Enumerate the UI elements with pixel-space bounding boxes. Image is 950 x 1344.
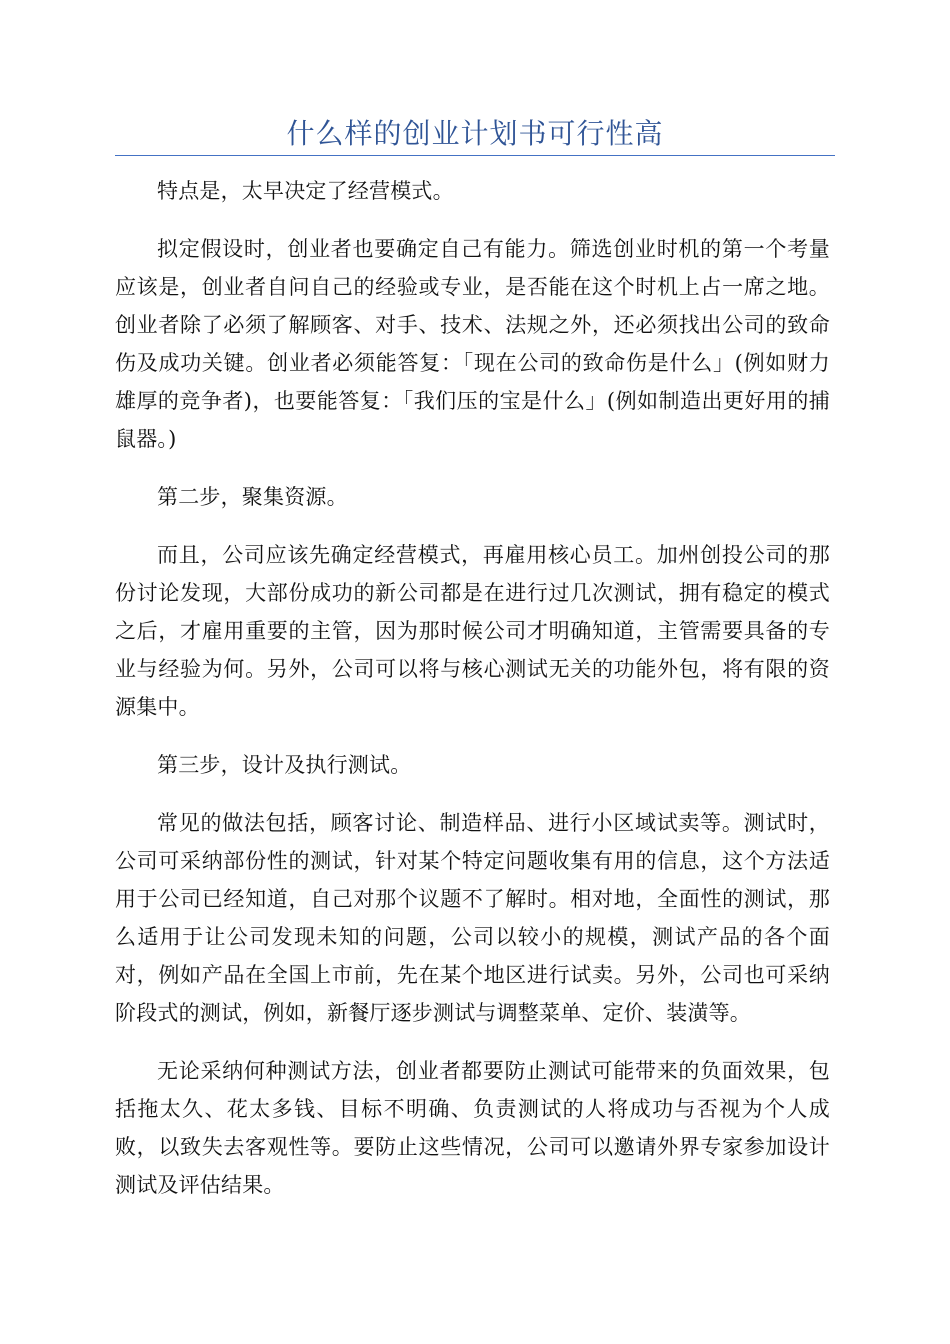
paragraph: 无论采纳何种测试方法，创业者都要防止测试可能带来的负面效果，包括拖太久、花太多钱、目标不明确、负责测试的人将成功与否视为个人成败，以致失去客观性等。要防止这些情况，公司可以邀请外界专家参加设计测试及评估结果。: [115, 1059, 830, 1197]
paragraph: 而且，公司应该先确定经营模式，再雇用核心员工。加州创投公司的那份讨论发现，大部份成功的新公司都是在进行过几次测试，拥有稳定的模式之后，才雇用重要的主管，因为那时候公司才明确知道，主管需要具备的专业与经验为何。另外，公司可以将与核心测试无关的功能外包，将有限的资源集中。: [115, 543, 830, 719]
title-underline: [115, 155, 835, 156]
paragraph: 第三步，设计及执行测试。: [157, 753, 412, 777]
document-body: [115, 172, 830, 1224]
paragraph: 拟定假设时，创业者也要确定自己有能力。筛选创业时机的第一个考量应该是，创业者自问自己的经验或专业，是否能在这个时机上占一席之地。创业者除了必须了解顾客、对手、技术、法规之外，还必须找出公司的致命伤及成功关键。创业者必须能答复：「现在公司的致命伤是什么」(例如财力雄厚的竞争者)，也要能答复：「我们压的宝是什么」(例如制造出更好用的捕鼠器。): [115, 237, 830, 451]
paragraph: 特点是，太早决定了经营模式。: [157, 179, 454, 203]
document-title: 什么样的创业计划书可行性高: [286, 117, 664, 150]
paragraph: 常见的做法包括，顾客讨论、制造样品、进行小区域试卖等。测试时，公司可采纳部份性的测试，针对某个特定问题收集有用的信息，这个方法适用于公司已经知道，自己对那个议题不了解时。相对地，全面性的测试，那么适用于让公司发现未知的问题，公司以较小的规模，测试产品的各个面对，例如产品在全国上市前，先在某个地区进行试卖。另外，公司也可采纳阶段式的测试，例如，新餐厅逐步测试与调整菜单、定价、装潢等。: [115, 811, 830, 1025]
paragraph: 第二步，聚集资源。: [157, 485, 348, 509]
